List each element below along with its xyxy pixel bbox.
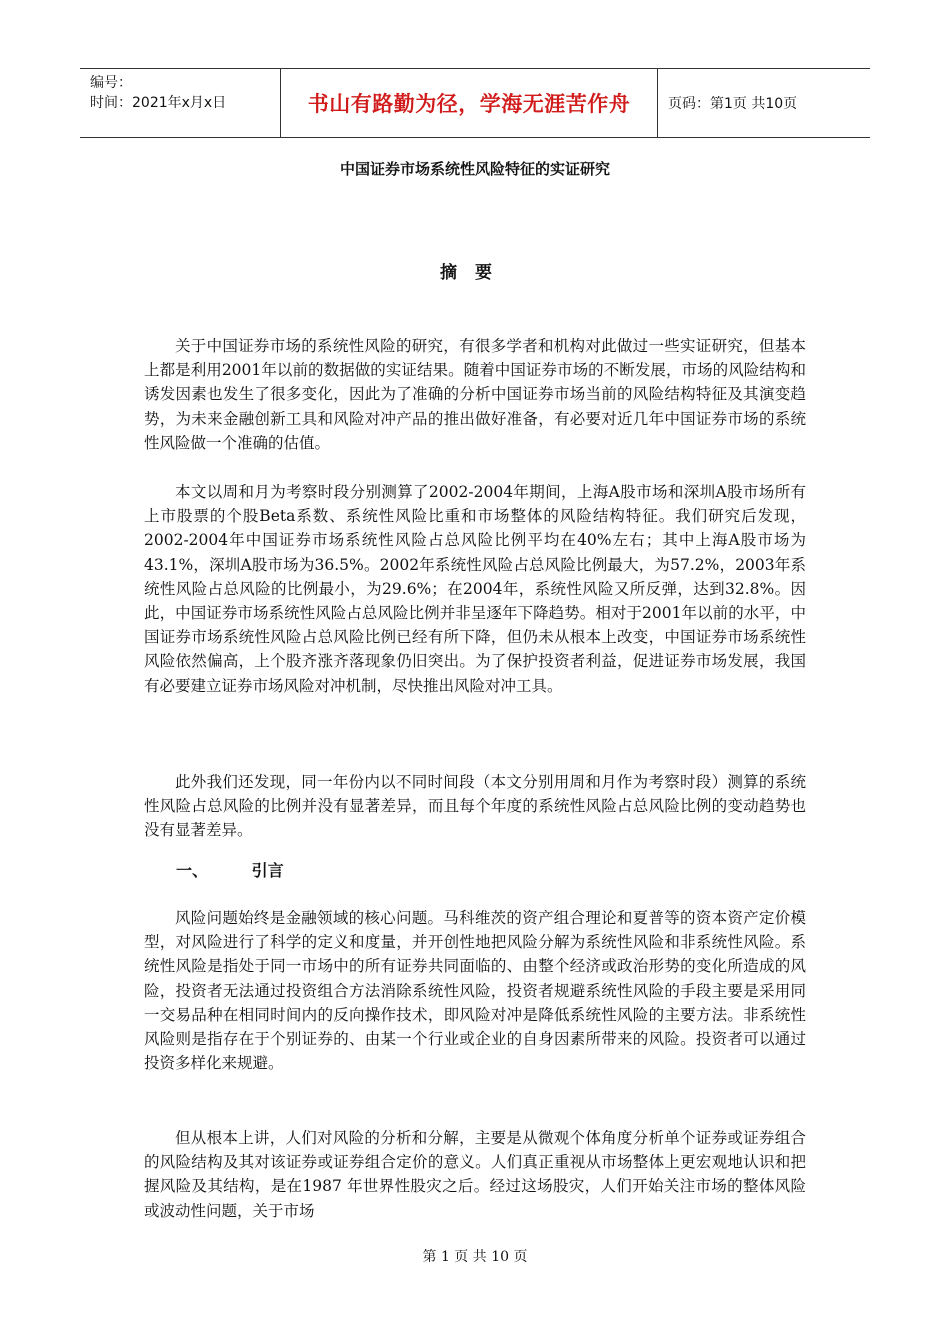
section-title: 引言 xyxy=(251,861,284,880)
page-header xyxy=(80,68,870,138)
abstract-paragraph-3: 此外我们还发现，同一年份内以不同时间段（本文分别用周和月作为考察时段）测算的系统性风险占总风险的比例并没有显著差异，而且每个年度的系统性风险占总风险比例的变动趋势也没有显著差异。 xyxy=(144,773,806,840)
abstract-paragraph-1: 关于中国证券市场的系统性风险的研究，有很多学者和机构对此做过一些实证研究，但基本上都是利用2001年以前的数据做的实证结果。随着中国证券市场的不断发展，市场的风险结构和诱发因素也发生了很多变化，因此为了准确的分析中国证券市场当前的风险结构特征及其演变趋势，为未来金融创新工具和风险对冲产品的推出做好准备，有必要对近几年中国证券市场的系统性风险做一个准确的估值。 xyxy=(144,337,806,452)
document-number-label: 编号： xyxy=(90,75,132,91)
section-heading xyxy=(176,858,284,881)
header-slogan: 书山有路勤为径，学海无涯苦作舟 xyxy=(280,69,658,137)
intro-paragraph-1: 风险问题始终是金融领域的核心问题。马科维茨的资产组合理论和夏普等的资本资产定价模型，对风险进行了科学的定义和度量，并开创性地把风险分解为系统性风险和非系统性风险。系统性风险是指处于同一市场中的所有证券共同面临的、由整个经济或政治形势的变化所造成的风险，投资者无法通过投资组合方法消除系统性风险，投资者规避系统性风险的手段主要是采用同一交易品种在相同时间内的反向操作技术，即风险对冲是降低系统性风险的主要方法。非系统性风险则是指存在于个别证券的、由某一个行业或企业的自身因素所带来的风险。投资者可以通过投资多样化来规避。 xyxy=(144,909,806,1073)
section-number: 一、 xyxy=(176,861,209,880)
header-meta xyxy=(80,69,280,137)
header-page-info: 页码：第1页 共10页 xyxy=(668,96,798,112)
document-time-label: 时间：2021年x月x日 xyxy=(90,95,227,111)
abstract-heading: 摘要 xyxy=(440,263,510,283)
document-title: 中国证券市场系统性风险特征的实证研究 xyxy=(339,160,610,178)
abstract-paragraph-2: 本文以周和月为考察时段分别测算了2002-2004年期间，上海A股市场和深圳A股市场所有上市股票的个股Beta系数、系统性风险比重和市场整体的风险结构特征。我们研究后发现，2002-2004年中国证券市场系统性风险占总风险比例平均在40%左右；其中上海A股市场为43.1%，深圳A股市场为36.5%。2002年系统性风险占总风险比例最大，为57.2%，2003年系统性风险占总风险的比例最小，为29.6%；在2004年，系统性风险又所反弹，达到32.8%。因此，中国证券市场系统性风险占总风险比例并非呈逐年下降趋势。相对于2001年以前的水平，中国证券市场系统性风险占总风险比例已经有所下降，但仍未从根本上改变，中国证券市场系统性风险依然偏高，上个股齐涨齐落现象仍旧突出。为了保护投资者利益，促进证券市场发展，我国有必要建立证券市场风险对冲机制，尽快推出风险对冲工具。 xyxy=(144,483,806,695)
intro-paragraph-2: 但从根本上讲，人们对风险的分析和分解，主要是从微观个体角度分析单个证券或证券组合的风险结构及其对该证券或证券组合定价的意义。人们真正重视从市场整体上更宏观地认识和把握风险及其结构，是在1987 年世界性股灾之后。经过这场股灾，人们开始关注市场的整体风险或波动性问题，关于市场 xyxy=(144,1129,806,1220)
page-footer: 第 1 页 共 10 页 xyxy=(422,1249,528,1265)
